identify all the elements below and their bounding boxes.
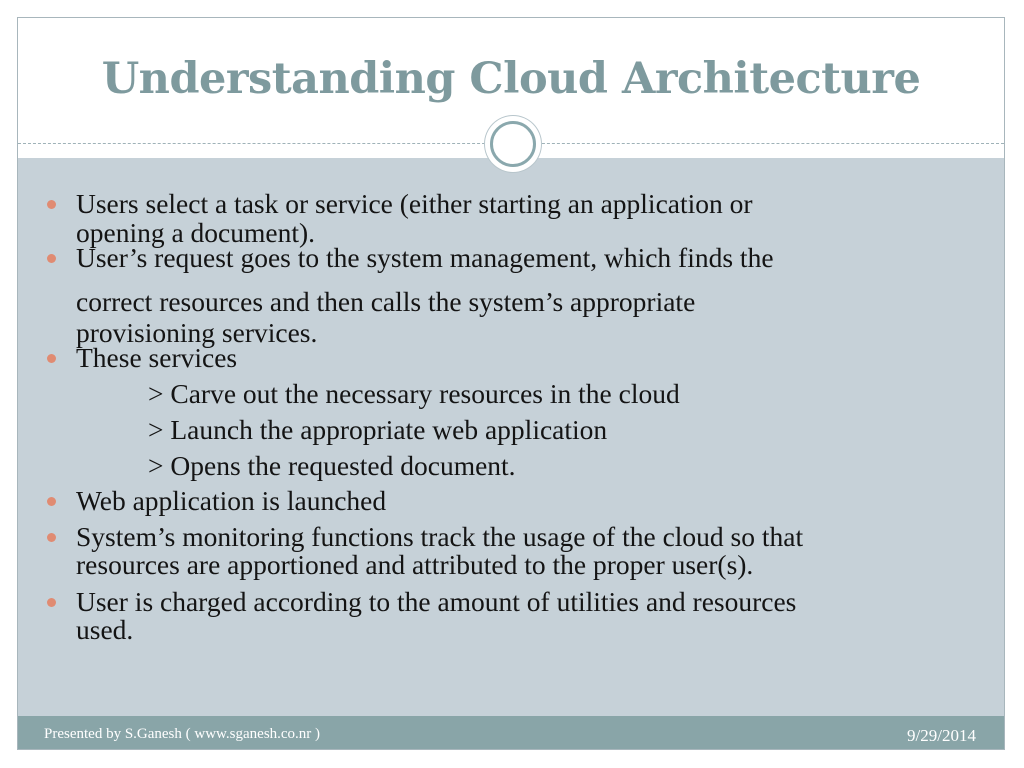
bullet-text: These services [76, 342, 238, 373]
slide-title: Understanding Cloud Architecture [101, 54, 921, 104]
content-area [18, 158, 1004, 718]
bullet-text: resources are apportioned and attributed to the proper user(s). [76, 549, 754, 580]
footer-date: 9/29/2014 [907, 726, 976, 745]
circle-ring-icon [490, 121, 536, 167]
bullet-dot-icon [47, 354, 56, 363]
bullet-dot-icon [47, 598, 56, 607]
bullet-dot-icon [47, 200, 56, 209]
bullet-text: User’s request goes to the system management, which finds the [76, 242, 774, 273]
bullet-text: used. [76, 614, 134, 645]
footer-presenter: Presented by S.Ganesh ( www.sganesh.co.nr ) [44, 726, 321, 742]
bullet-dot-icon [47, 254, 56, 263]
bullet-text: User is charged according to the amount of utilities and resources [76, 586, 797, 617]
sub-item-text: > Carve out the necessary resources in the cloud [148, 378, 680, 409]
bullet-text: opening a document). [76, 217, 316, 248]
bullet-text: provisioning services. [76, 317, 318, 348]
circle-ornament-icon [485, 116, 541, 172]
sub-item-text: > Opens the requested document. [148, 450, 516, 481]
bullet-text: Web application is launched [76, 485, 387, 516]
slide-frame [17, 17, 1005, 750]
bullet-dot-icon [47, 497, 56, 506]
bullet-text: correct resources and then calls the system’s appropriate [76, 286, 696, 317]
sub-item-text: > Launch the appropriate web application [148, 414, 608, 445]
bullet-text: System’s monitoring functions track the usage of the cloud so that [76, 521, 804, 552]
bullet-text: Users select a task or service (either starting an application or [76, 188, 753, 219]
bullet-dot-icon [47, 533, 56, 542]
